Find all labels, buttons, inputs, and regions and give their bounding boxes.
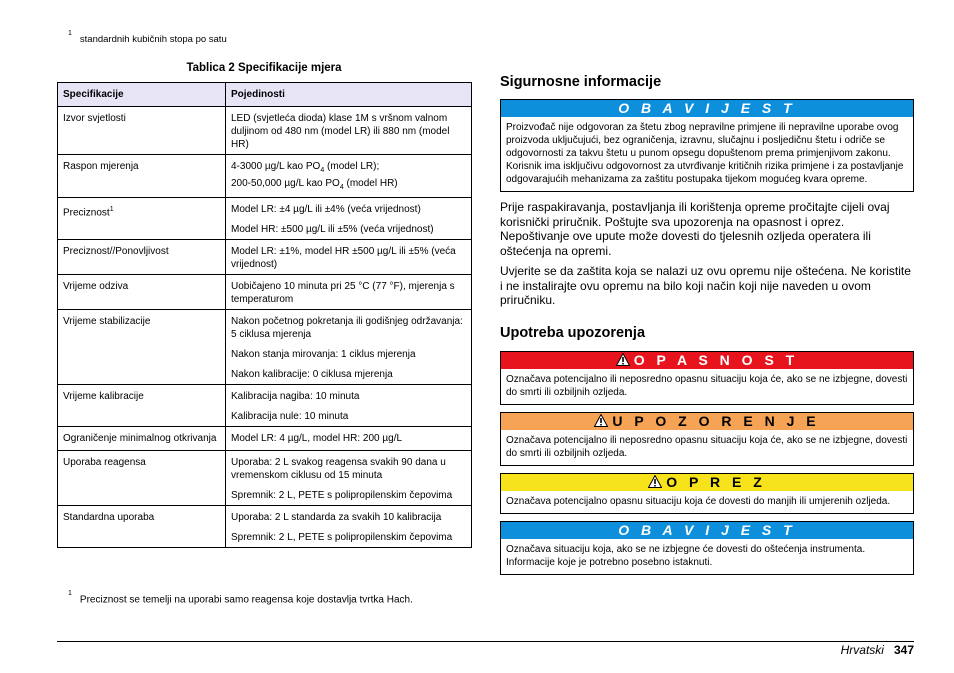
detail-cell: Model LR: 4 µg/L, model HR: 200 µg/L bbox=[231, 433, 403, 444]
table-row bbox=[58, 506, 472, 548]
spec-table bbox=[57, 82, 472, 548]
warning-triangle-icon bbox=[594, 414, 608, 427]
spec-cell: Vrijeme kalibracije bbox=[58, 385, 226, 427]
caution-box bbox=[500, 473, 914, 514]
detail-cell: Model LR: ±4 µg/L ili ±4% (veća vrijednost) bbox=[231, 204, 421, 215]
page-number: 347 bbox=[893, 643, 914, 657]
detail-cell: Spremnik: 2 L, PETE s polipropilenskim čepovima bbox=[231, 490, 453, 501]
table-row bbox=[58, 275, 472, 310]
warning-box bbox=[500, 412, 914, 466]
detail-cell: Kalibracija nule: 10 minuta bbox=[231, 411, 349, 422]
table-row bbox=[58, 240, 472, 275]
table-row bbox=[58, 310, 472, 385]
detail-cell: Nakon kalibracije: 0 ciklusa mjerenja bbox=[231, 369, 393, 380]
table-row bbox=[58, 107, 472, 155]
detail-cell: Kalibracija nagiba: 10 minuta bbox=[231, 391, 360, 402]
warning-text: Označava potencijalno ili neposredno opasnu situaciju koja će, ako se ne izbjegne, dovesti do smrti ili ozbiljnih ozljeda. bbox=[506, 434, 908, 459]
bottom-footnote bbox=[68, 590, 413, 606]
detail-cell: LED (svjetleća dioda) klase 1M s vršnom valnom duljinom od 480 nm (model LR) ili 880 nm (model HR) bbox=[231, 113, 450, 150]
section-heading: Upotreba upozorenja bbox=[500, 324, 646, 341]
notice-text: Označava situaciju koja, ako se ne izbjegne će dovesti do oštećenja instrumenta. Informacije koje je potrebno posebno istaknuti. bbox=[506, 543, 866, 568]
table-header: Specifikacije bbox=[58, 83, 226, 107]
notice-box bbox=[500, 521, 914, 575]
table-row bbox=[58, 427, 472, 451]
danger-text: Označava potencijalno ili neposredno opasnu situaciju koja će, ako se ne izbjegne, dovesti do smrti ili ozbiljnih ozljeda. bbox=[506, 373, 908, 398]
table-row bbox=[58, 385, 472, 427]
spec-cell: Preciznost$^1$ bbox=[58, 198, 226, 240]
notice-box bbox=[500, 99, 914, 192]
detail-cell: Nakon početnog pokretanja ili godišnjeg održavanja: 5 ciklusa mjerenja bbox=[231, 316, 463, 340]
danger-title: O P A S N O S T bbox=[501, 352, 913, 369]
spec-cell: Standardna uporaba bbox=[58, 506, 226, 548]
footnote-mark: 1 bbox=[68, 590, 72, 597]
spec-cell: Vrijeme odziva bbox=[58, 275, 226, 310]
spec-cell: Vrijeme stabilizacije bbox=[58, 310, 226, 385]
detail-cell: 4-3000 µg/L kao $PO_4$ (model LR); 200-50,000 µg/L kao $PO_4$ (model HR) bbox=[231, 161, 398, 191]
footer-language: Hrvatski bbox=[840, 643, 884, 657]
paragraph: Prije raspakiravanja, postavljanja ili korištenja opreme pročitajte cijeli ovaj korisnički priručnik. Poštujte sva upozorenja na opasnost i oprez. Nepoštivanje ove upute može dovesti do tjelesnih ozljeda operatera ili oštećenja na opremi. bbox=[500, 200, 890, 258]
notice-title: O B A V I J E S T bbox=[501, 522, 913, 539]
table-row bbox=[58, 451, 472, 506]
spec-cell: Uporaba reagensa bbox=[58, 451, 226, 506]
detail-cell: Uporaba: 2 L svakog reagensa svakih 90 dana u vremenskom ciklusu od 15 minuta bbox=[231, 457, 446, 481]
caution-text: Označava potencijalno opasnu situaciju koja će dovesti do manjih ili umjerenih ozljeda. bbox=[506, 495, 891, 507]
detail-cell: Spremnik: 2 L, PETE s polipropilenskim čepovima bbox=[231, 532, 453, 543]
caution-title: O P R E Z bbox=[501, 474, 913, 491]
detail-cell: Uobičajeno 10 minuta pri 25 °C (77 °F), mjerenja s temperaturom bbox=[231, 281, 455, 305]
footer-divider bbox=[57, 641, 914, 642]
table-caption: Tablica 2 Specifikacije mjera bbox=[186, 62, 342, 74]
footnote-text: standardnih kubičnih stopa po satu bbox=[79, 34, 227, 46]
page-footer bbox=[841, 643, 914, 657]
spec-cell: Ograničenje minimalnog otkrivanja bbox=[58, 427, 226, 451]
table-header: Pojedinosti bbox=[226, 83, 472, 107]
warning-title: U P O Z O R E N J E bbox=[501, 413, 913, 430]
detail-cell: Model LR: ±1%, model HR ±500 µg/L ili ±5% (veća vrijednost) bbox=[231, 246, 456, 270]
table-row bbox=[58, 198, 472, 240]
spec-cell: Preciznost//Ponovljivost bbox=[58, 240, 226, 275]
danger-box bbox=[500, 351, 914, 405]
paragraph: Uvjerite se da zaštita koja se nalazi uz ovu opremu nije oštećena. Ne koristite i ne instalirajte ovu opremu na bilo koji način koji nije naveden u ovom priručniku. bbox=[500, 264, 911, 307]
right-column bbox=[500, 74, 914, 575]
warning-triangle-icon bbox=[616, 353, 630, 366]
warning-triangle-icon bbox=[648, 475, 662, 488]
detail-cell: Model HR: ±500 µg/L ili ±5% (veća vrijednost) bbox=[231, 224, 434, 235]
footnote-mark: 1 bbox=[68, 30, 72, 37]
section-heading: Sigurnosne informacije bbox=[500, 74, 662, 90]
detail-cell: Nakon stanja mirovanja: 1 ciklus mjerenja bbox=[231, 349, 416, 360]
spec-cell: Raspon mjerenja bbox=[58, 155, 226, 198]
notice-title: O B A V I J E S T bbox=[501, 100, 913, 117]
table-row bbox=[58, 155, 472, 198]
footnote-text: Preciznost se temelji na uporabi samo reagensa koje dostavlja tvrtka Hach. bbox=[79, 594, 413, 606]
notice-text: Proizvođač nije odgovoran za štetu zbog nepravilne primjene ili nepravilne uporabe ovog proizvoda uključujući, bez ograničenja, izravnu, slučajnu i posljedičnu štetu i odriče se odgovornosti za takvu štetu u punom opsegu dopuštenom prema primjenjivom zakonu. Korisnik ima isključivu odgovornost za utvrđivanje kritičnih rizika primjene i za postavljanje odgovarajućih mehanizama za zaštitu postupaka tijekom mogućeg kvara opreme. bbox=[506, 122, 904, 185]
detail-cell: Uporaba: 2 L standarda za svakih 10 kalibracija bbox=[231, 512, 442, 523]
spec-cell: Izvor svjetlosti bbox=[58, 107, 226, 155]
top-footnote bbox=[68, 30, 227, 46]
